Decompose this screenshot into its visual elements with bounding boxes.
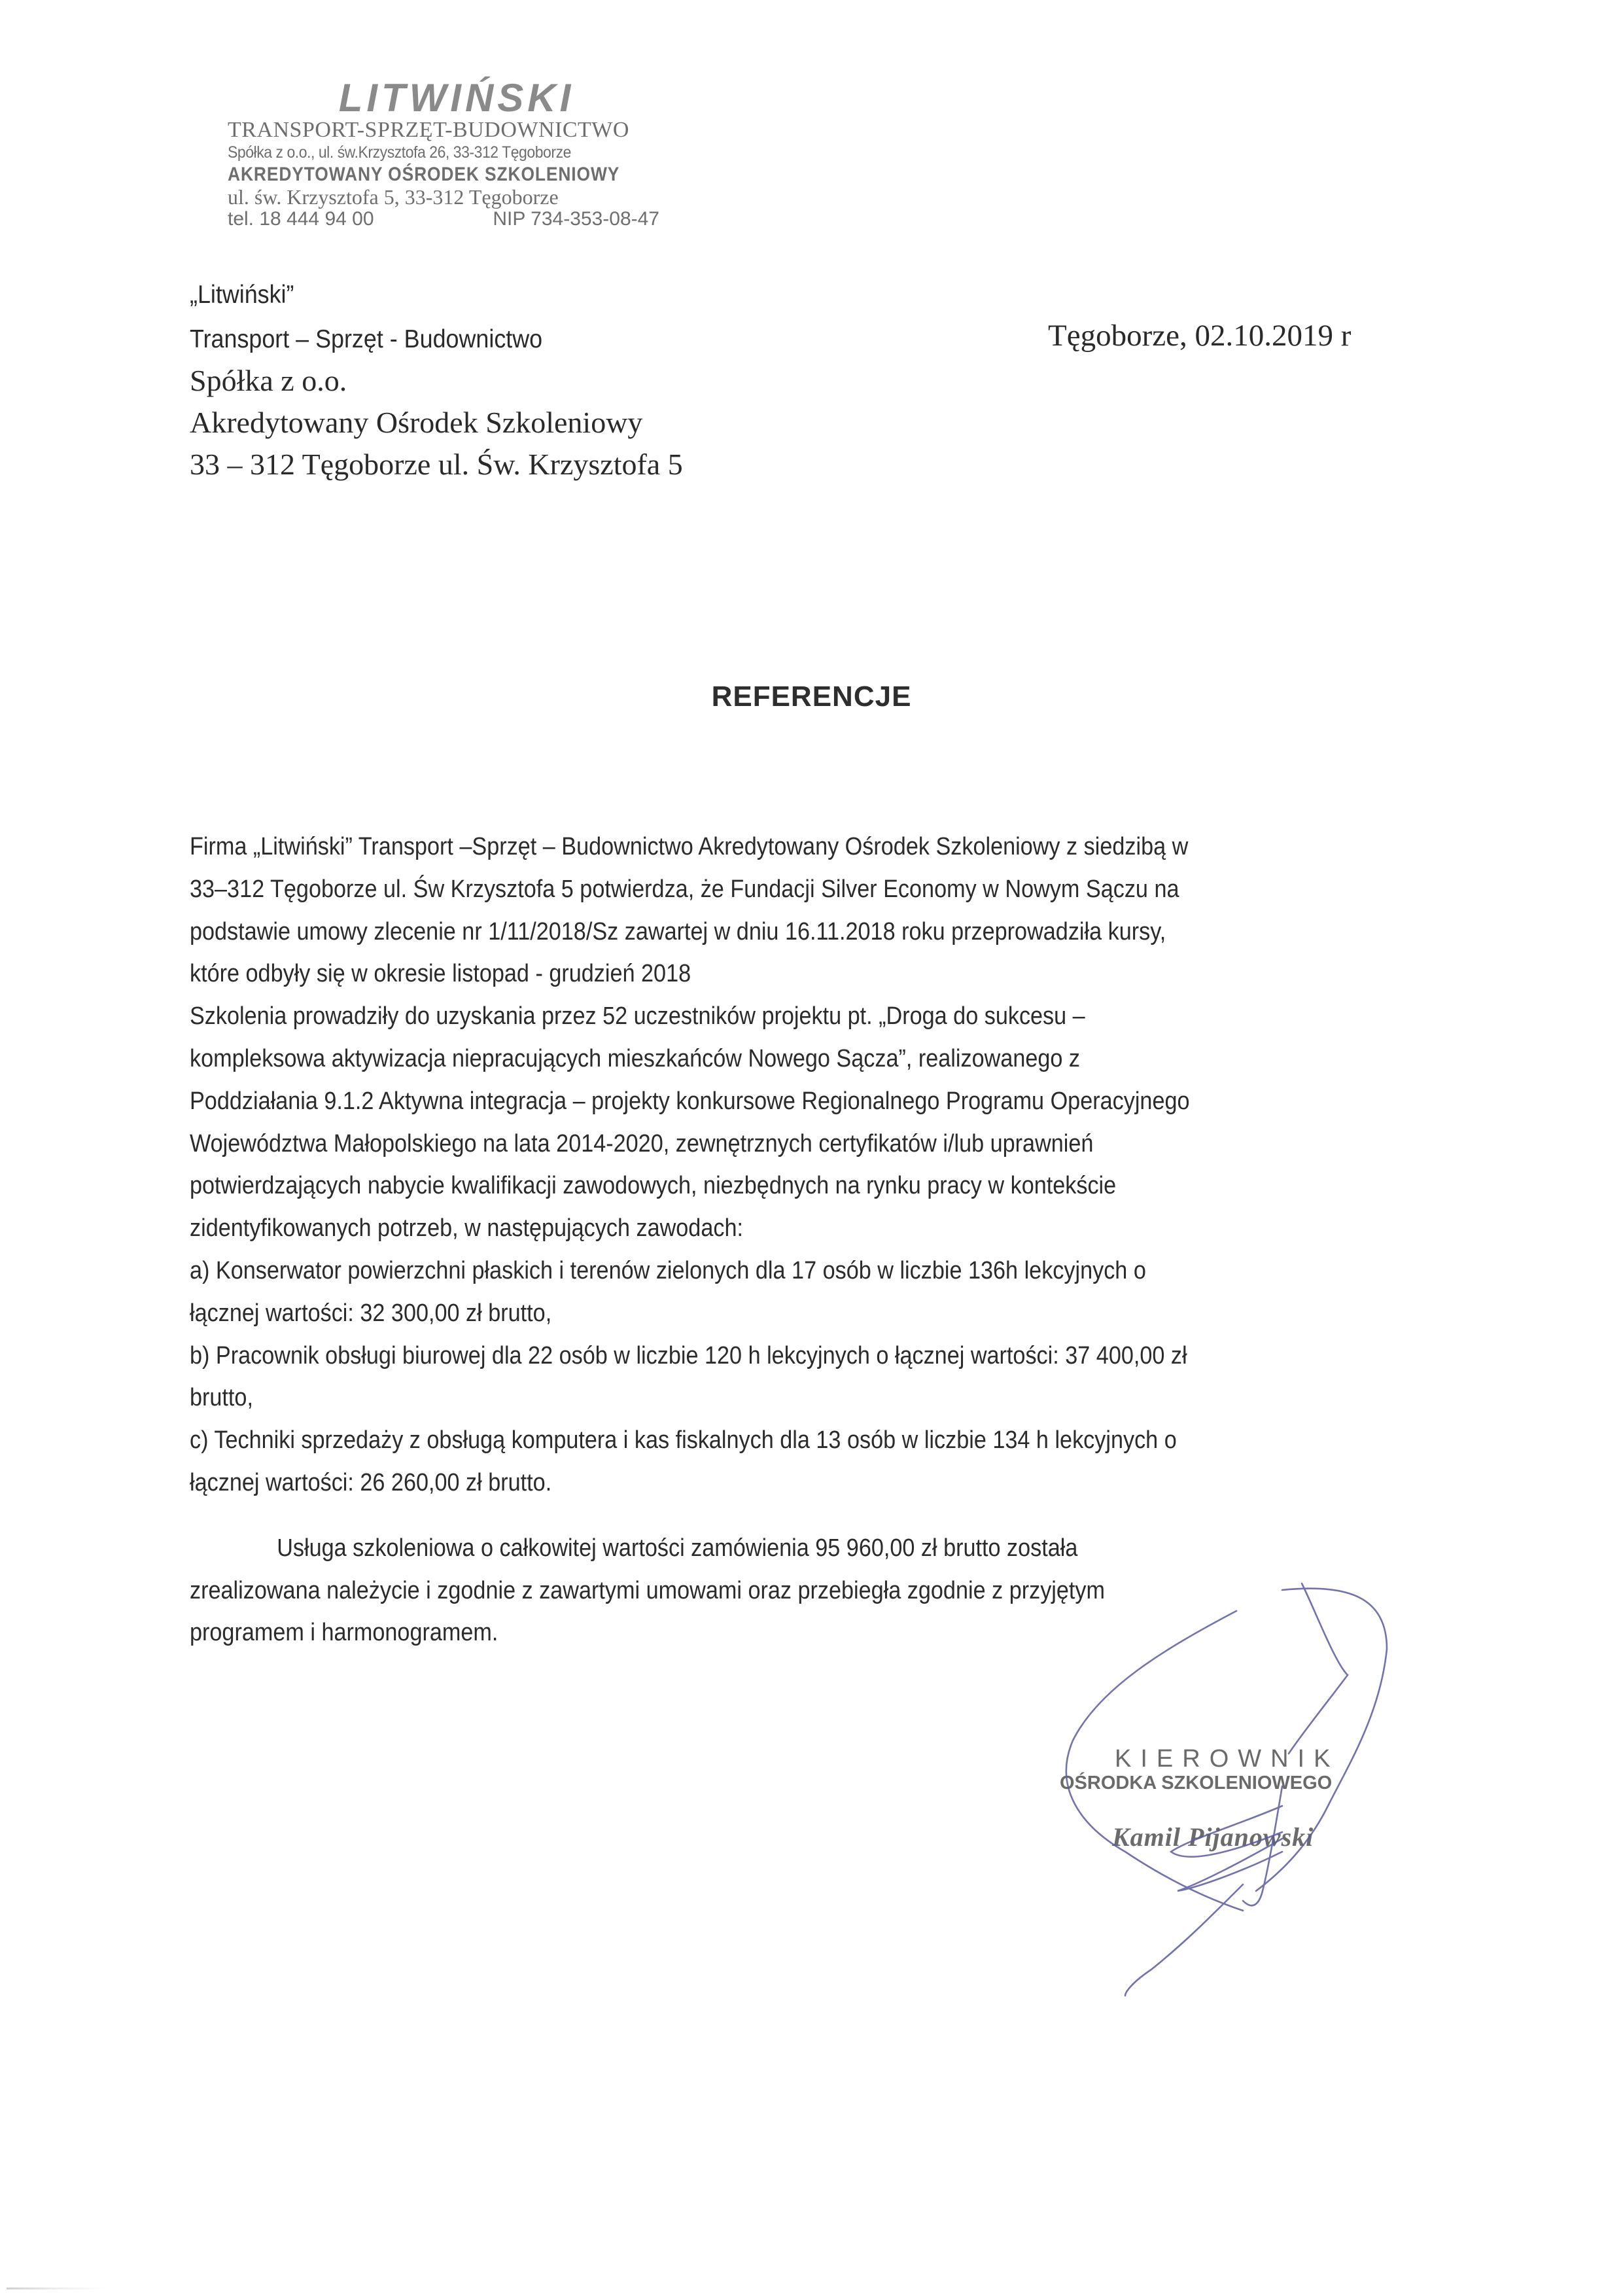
sender-line-4: 33 – 312 Tęgoborze ul. Św. Krzysztofa 5: [190, 448, 683, 481]
signature-unit: OŚRODKA SZKOLENIOWEGO: [1060, 1773, 1333, 1793]
body-line: kompleksowa aktywizacja niepracujących mieszkańców Nowego Sącza”, realizowanego z: [190, 1044, 1081, 1072]
closing-line: Usługa szkoleniowa o całkowitej wartości zamówienia 95 960,00 zł brutto została: [277, 1534, 1078, 1562]
body-line: potwierdzających nabycie kwalifikacji zawodowych, niezbędnych na rynku pracy w kontekście: [190, 1172, 1117, 1200]
signatory-name: Kamil Pijanowski: [1112, 1822, 1314, 1852]
sender-line-1: Transport – Sprzęt - Budownictwo: [190, 325, 543, 353]
stamp-logo: LITWIŃSKI: [338, 76, 575, 120]
stamp-center-address: ul. św. Krzysztofa 5, 33-312 Tęgoborze: [228, 185, 559, 209]
course-item-c-value: łącznej wartości: 26 260,00 zł brutto.: [190, 1468, 552, 1496]
body-line: które odbyły się w okresie listopad - grudzień 2018: [190, 960, 691, 988]
course-item-b: b) Pracownik obsługi biurowej dla 22 osób w liczbie 120 h lekcyjnych o łącznej wartości: 37 400,00 zł: [190, 1341, 1187, 1369]
closing-line: programem i harmonogramem.: [190, 1619, 498, 1646]
body-line: Województwa Małopolskiego na lata 2014-2020, zewnętrznych certyfikatów i/lub uprawnień: [190, 1129, 1094, 1157]
course-item-b-value: brutto,: [190, 1384, 253, 1412]
body-line: zidentyfikowanych potrzeb, w następujących zawodach:: [190, 1214, 743, 1243]
place-and-date: Tęgoborze, 02.10.2019 r: [1048, 319, 1352, 353]
document-title: REFERENCJE: [711, 680, 912, 713]
body-line: Firma „Litwiński” Transport –Sprzęt – Budownictwo Akredytowany Ośrodek Szkoleniowy z siedzibą w: [190, 833, 1189, 860]
letter-body: [190, 826, 1472, 1504]
body-line: 33–312 Tęgoborze ul. Św Krzysztofa 5 potwierdza, że Fundacji Silver Economy w Nowym Sączu na: [190, 875, 1179, 903]
course-item-c: c) Techniki sprzedaży z obsługą komputera i kas fiskalnych dla 13 osób w liczbie 134 h lekcyjnych o: [190, 1426, 1177, 1455]
closing-paragraph: [190, 1527, 1206, 1654]
sender-line-3: Akredytowany Ośrodek Szkoleniowy: [190, 406, 643, 439]
sender-address-block: [190, 275, 683, 486]
course-item-a-value: łącznej wartości: 32 300,00 zł brutto,: [190, 1299, 552, 1327]
body-line: podstawie umowy zlecenie nr 1/11/2018/Sz zawartej w dniu 16.11.2018 roku przeprowadziła kursy,: [190, 917, 1166, 945]
stamp-nip: NIP 734-353-08-47: [493, 208, 659, 230]
sender-line-2: Spółka z o.o.: [190, 364, 347, 397]
stamp-contact-line: [228, 208, 659, 230]
signature-role: KIEROWNIK: [1115, 1745, 1340, 1773]
stamp-training-center: AKREDYTOWANY OŚRODEK SZKOLENIOWY: [228, 164, 620, 185]
course-item-a: a) Konserwator powierzchni płaskich i terenów zielonych dla 17 osób w liczbie 136h lekcyjnych o: [190, 1256, 1146, 1284]
body-line: Poddziałania 9.1.2 Aktywna integracja – projekty konkursowe Regionalnego Programu Operacyjnego: [190, 1087, 1190, 1115]
closing-line: zrealizowana należycie i zgodnie z zawartymi umowami oraz przebiegła zgodnie z przyjętym: [190, 1576, 1106, 1604]
company-stamp: [228, 77, 659, 230]
stamp-registered-address: Spółka z o.o., ul. św.Krzysztofa 26, 33-312 Tęgoborze: [228, 143, 571, 162]
body-line: Szkolenia prowadziły do uzyskania przez 52 uczestników projektu pt. „Droga do sukcesu –: [190, 1002, 1085, 1031]
stamp-company-line: TRANSPORT-SPRZĘT-BUDOWNICTWO: [228, 118, 629, 142]
signature-stamp: [1060, 1746, 1339, 1852]
stamp-phone: tel. 18 444 94 00: [228, 208, 374, 230]
scan-edge-mark: [7, 2287, 105, 2289]
sender-name: „Litwiński”: [190, 281, 294, 309]
